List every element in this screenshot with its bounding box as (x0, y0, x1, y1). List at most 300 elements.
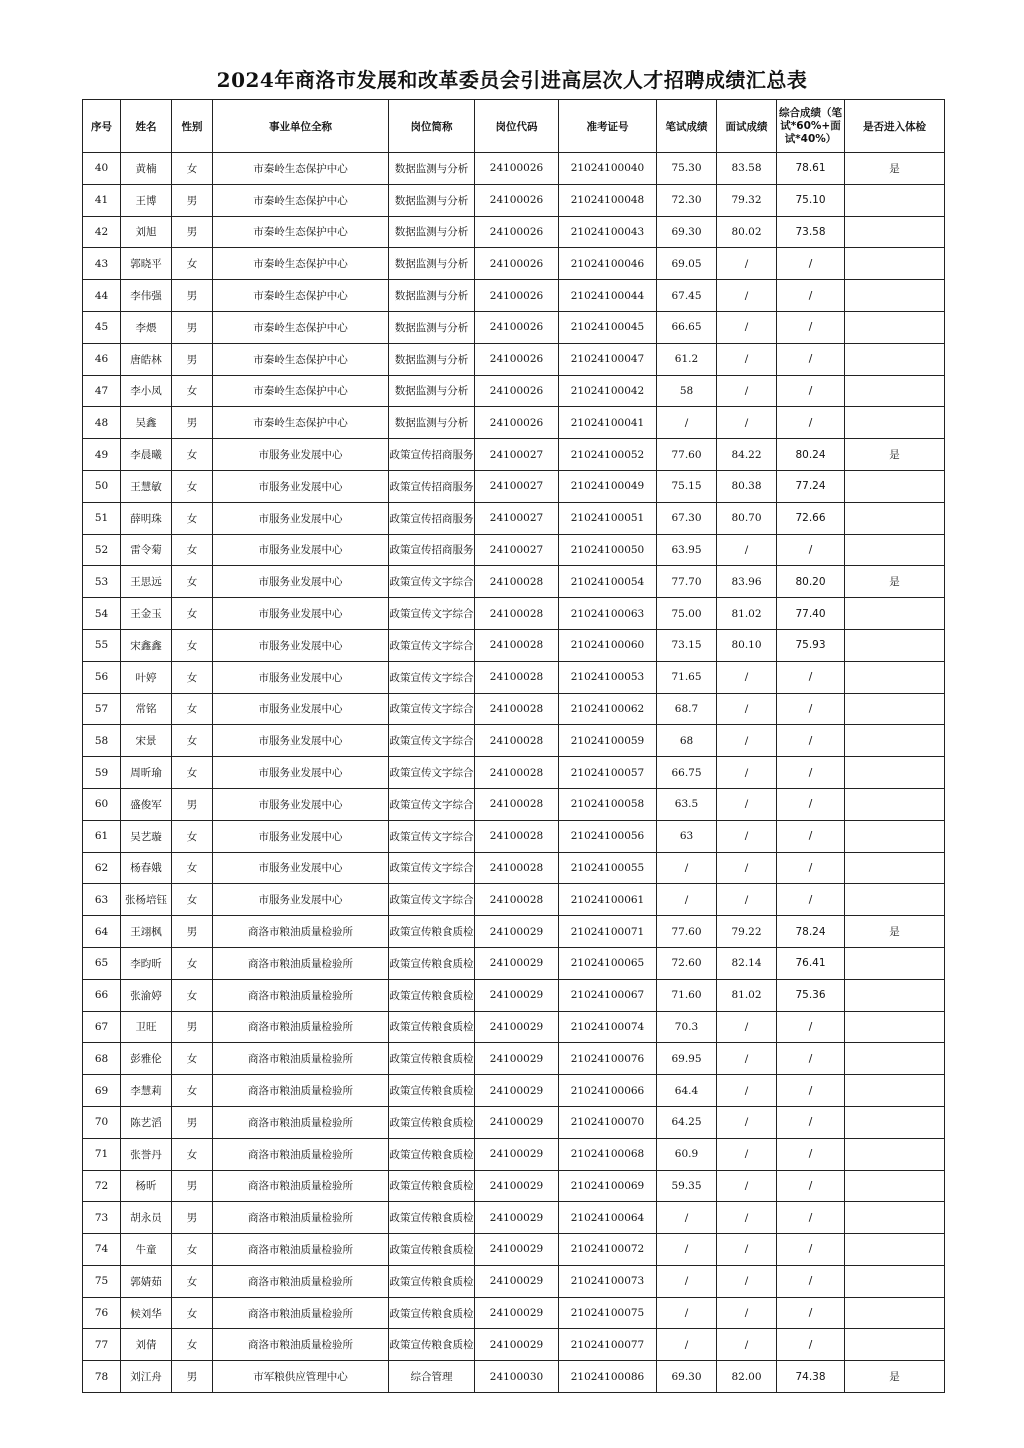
gender-cell: 男 (172, 216, 213, 248)
unit-cell: 市服务业发展中心 (213, 788, 389, 820)
position-cell: 政策宣传文字综合 (389, 820, 475, 852)
index-cell: 40 (83, 153, 121, 185)
total-score-cell: 77.40 (777, 598, 845, 630)
header-position-code: 岗位代码 (475, 100, 559, 153)
unit-cell: 商洛市粮油质量检验所 (213, 916, 389, 948)
position-cell: 数据监测与分析 (389, 343, 475, 375)
name-cell: 李昀昕 (121, 947, 172, 979)
interview-score-cell: 80.70 (717, 502, 777, 534)
table-row (83, 1329, 945, 1361)
unit-cell: 商洛市粮油质量检验所 (213, 1043, 389, 1075)
gender-cell: 男 (172, 1011, 213, 1043)
written-score-cell: 75.30 (657, 153, 717, 185)
total-score-cell: / (777, 693, 845, 725)
unit-cell: 市秦岭生态保护中心 (213, 375, 389, 407)
index-cell: 49 (83, 439, 121, 471)
index-cell: 65 (83, 947, 121, 979)
exam-id-cell: 21024100049 (559, 470, 657, 502)
table-row (83, 1075, 945, 1107)
exam-id-cell: 21024100051 (559, 502, 657, 534)
physical-exam-cell (845, 788, 945, 820)
index-cell: 69 (83, 1075, 121, 1107)
table-row (83, 725, 945, 757)
interview-score-cell: / (717, 343, 777, 375)
name-cell: 刘江舟 (121, 1361, 172, 1393)
position-cell: 数据监测与分析 (389, 248, 475, 280)
index-cell: 66 (83, 979, 121, 1011)
table-row (83, 947, 945, 979)
position-cell: 政策宣传文字综合 (389, 693, 475, 725)
position-code-cell: 24100028 (475, 693, 559, 725)
physical-exam-cell: 是 (845, 439, 945, 471)
physical-exam-cell: 是 (845, 916, 945, 948)
total-score-cell: / (777, 1106, 845, 1138)
position-cell: 政策宣传粮食质检 (389, 1234, 475, 1266)
physical-exam-cell (845, 598, 945, 630)
unit-cell: 市秦岭生态保护中心 (213, 216, 389, 248)
index-cell: 42 (83, 216, 121, 248)
interview-score-cell: / (717, 1329, 777, 1361)
gender-cell: 男 (172, 1170, 213, 1202)
score-table (82, 99, 945, 1393)
exam-id-cell: 21024100048 (559, 184, 657, 216)
physical-exam-cell (845, 725, 945, 757)
physical-exam-cell (845, 979, 945, 1011)
exam-id-cell: 21024100063 (559, 598, 657, 630)
gender-cell: 女 (172, 1297, 213, 1329)
table-row (83, 820, 945, 852)
position-code-cell: 24100028 (475, 820, 559, 852)
table-row (83, 407, 945, 439)
position-code-cell: 24100029 (475, 1234, 559, 1266)
unit-cell: 市服务业发展中心 (213, 757, 389, 789)
index-cell: 55 (83, 629, 121, 661)
name-cell: 张誉丹 (121, 1138, 172, 1170)
gender-cell: 女 (172, 534, 213, 566)
interview-score-cell: 79.22 (717, 916, 777, 948)
index-cell: 51 (83, 502, 121, 534)
exam-id-cell: 21024100042 (559, 375, 657, 407)
written-score-cell: 63.95 (657, 534, 717, 566)
physical-exam-cell (845, 1329, 945, 1361)
exam-id-cell: 21024100074 (559, 1011, 657, 1043)
gender-cell: 女 (172, 502, 213, 534)
written-score-cell: / (657, 407, 717, 439)
unit-cell: 商洛市粮油质量检验所 (213, 1202, 389, 1234)
exam-id-cell: 21024100070 (559, 1106, 657, 1138)
exam-id-cell: 21024100046 (559, 248, 657, 280)
table-row (83, 979, 945, 1011)
total-score-cell: / (777, 1170, 845, 1202)
table-row (83, 311, 945, 343)
name-cell: 李晨曦 (121, 439, 172, 471)
written-score-cell: 69.95 (657, 1043, 717, 1075)
position-code-cell: 24100029 (475, 1138, 559, 1170)
name-cell: 候刘华 (121, 1297, 172, 1329)
index-cell: 47 (83, 375, 121, 407)
physical-exam-cell (845, 661, 945, 693)
written-score-cell: 60.9 (657, 1138, 717, 1170)
exam-id-cell: 21024100075 (559, 1297, 657, 1329)
total-score-cell: / (777, 248, 845, 280)
interview-score-cell: / (717, 311, 777, 343)
position-cell: 政策宣传招商服务 (389, 439, 475, 471)
table-row (83, 661, 945, 693)
gender-cell: 女 (172, 1265, 213, 1297)
index-cell: 60 (83, 788, 121, 820)
position-cell: 政策宣传粮食质检 (389, 1202, 475, 1234)
position-cell: 政策宣传粮食质检 (389, 1297, 475, 1329)
position-code-cell: 24100028 (475, 725, 559, 757)
gender-cell: 女 (172, 375, 213, 407)
table-row (83, 216, 945, 248)
gender-cell: 女 (172, 1234, 213, 1266)
exam-id-cell: 21024100054 (559, 566, 657, 598)
unit-cell: 市服务业发展中心 (213, 566, 389, 598)
position-code-cell: 24100029 (475, 947, 559, 979)
position-code-cell: 24100027 (475, 470, 559, 502)
name-cell: 吴艺璇 (121, 820, 172, 852)
header-total-score: 综合成绩（笔试*60%+面试*40%） (777, 100, 845, 153)
exam-id-cell: 21024100056 (559, 820, 657, 852)
position-cell: 政策宣传文字综合 (389, 598, 475, 630)
interview-score-cell: 81.02 (717, 598, 777, 630)
interview-score-cell: / (717, 280, 777, 312)
unit-cell: 市服务业发展中心 (213, 725, 389, 757)
position-code-cell: 24100030 (475, 1361, 559, 1393)
physical-exam-cell (845, 947, 945, 979)
total-score-cell: 77.24 (777, 470, 845, 502)
physical-exam-cell (845, 502, 945, 534)
table-row (83, 1170, 945, 1202)
physical-exam-cell (845, 1234, 945, 1266)
physical-exam-cell (845, 1138, 945, 1170)
written-score-cell: 69.05 (657, 248, 717, 280)
gender-cell: 男 (172, 788, 213, 820)
interview-score-cell: 80.02 (717, 216, 777, 248)
unit-cell: 商洛市粮油质量检验所 (213, 1170, 389, 1202)
unit-cell: 商洛市粮油质量检验所 (213, 1075, 389, 1107)
position-code-cell: 24100027 (475, 502, 559, 534)
total-score-cell: / (777, 375, 845, 407)
header-position: 岗位简称 (389, 100, 475, 153)
interview-score-cell: / (717, 1043, 777, 1075)
gender-cell: 女 (172, 979, 213, 1011)
table-row (83, 566, 945, 598)
name-cell: 李煨 (121, 311, 172, 343)
gender-cell: 男 (172, 916, 213, 948)
index-cell: 76 (83, 1297, 121, 1329)
gender-cell: 男 (172, 1106, 213, 1138)
interview-score-cell: / (717, 407, 777, 439)
position-code-cell: 24100029 (475, 1170, 559, 1202)
total-score-cell: / (777, 1329, 845, 1361)
unit-cell: 市服务业发展中心 (213, 852, 389, 884)
unit-cell: 市服务业发展中心 (213, 470, 389, 502)
physical-exam-cell (845, 820, 945, 852)
unit-cell: 市秦岭生态保护中心 (213, 153, 389, 185)
position-cell: 数据监测与分析 (389, 407, 475, 439)
total-score-cell: 80.24 (777, 439, 845, 471)
exam-id-cell: 21024100050 (559, 534, 657, 566)
unit-cell: 市服务业发展中心 (213, 439, 389, 471)
interview-score-cell: / (717, 1106, 777, 1138)
written-score-cell: 63.5 (657, 788, 717, 820)
physical-exam-cell (845, 1011, 945, 1043)
written-score-cell: / (657, 1297, 717, 1329)
index-cell: 77 (83, 1329, 121, 1361)
exam-id-cell: 21024100076 (559, 1043, 657, 1075)
gender-cell: 女 (172, 884, 213, 916)
physical-exam-cell (845, 407, 945, 439)
header-physical-exam: 是否进入体检 (845, 100, 945, 153)
exam-id-cell: 21024100060 (559, 629, 657, 661)
position-cell: 政策宣传文字综合 (389, 884, 475, 916)
physical-exam-cell (845, 343, 945, 375)
index-cell: 64 (83, 916, 121, 948)
total-score-cell: 73.58 (777, 216, 845, 248)
unit-cell: 市秦岭生态保护中心 (213, 407, 389, 439)
total-score-cell: / (777, 884, 845, 916)
interview-score-cell: / (717, 1170, 777, 1202)
written-score-cell: 69.30 (657, 1361, 717, 1393)
position-code-cell: 24100029 (475, 1043, 559, 1075)
physical-exam-cell (845, 216, 945, 248)
position-cell: 政策宣传招商服务 (389, 470, 475, 502)
gender-cell: 女 (172, 820, 213, 852)
position-cell: 政策宣传文字综合 (389, 788, 475, 820)
interview-score-cell: / (717, 1265, 777, 1297)
written-score-cell: 77.70 (657, 566, 717, 598)
header-interview-score: 面试成绩 (717, 100, 777, 153)
position-cell: 政策宣传文字综合 (389, 852, 475, 884)
unit-cell: 商洛市粮油质量检验所 (213, 979, 389, 1011)
written-score-cell: 75.00 (657, 598, 717, 630)
total-score-cell: / (777, 725, 845, 757)
gender-cell: 女 (172, 153, 213, 185)
index-cell: 68 (83, 1043, 121, 1075)
physical-exam-cell (845, 184, 945, 216)
interview-score-cell: 82.14 (717, 947, 777, 979)
table-row (83, 852, 945, 884)
written-score-cell: / (657, 1265, 717, 1297)
position-cell: 政策宣传文字综合 (389, 566, 475, 598)
written-score-cell: 67.45 (657, 280, 717, 312)
total-score-cell: / (777, 1011, 845, 1043)
position-code-cell: 24100027 (475, 534, 559, 566)
index-cell: 52 (83, 534, 121, 566)
name-cell: 刘旭 (121, 216, 172, 248)
name-cell: 常铭 (121, 693, 172, 725)
physical-exam-cell: 是 (845, 153, 945, 185)
interview-score-cell: 83.58 (717, 153, 777, 185)
total-score-cell: / (777, 1234, 845, 1266)
position-code-cell: 24100026 (475, 407, 559, 439)
written-score-cell: 66.75 (657, 757, 717, 789)
unit-cell: 商洛市粮油质量检验所 (213, 947, 389, 979)
unit-cell: 商洛市粮油质量检验所 (213, 1265, 389, 1297)
physical-exam-cell (845, 470, 945, 502)
position-code-cell: 24100026 (475, 311, 559, 343)
written-score-cell: / (657, 884, 717, 916)
written-score-cell: 72.30 (657, 184, 717, 216)
index-cell: 61 (83, 820, 121, 852)
interview-score-cell: / (717, 1138, 777, 1170)
total-score-cell: / (777, 757, 845, 789)
interview-score-cell: / (717, 1297, 777, 1329)
exam-id-cell: 21024100045 (559, 311, 657, 343)
position-cell: 政策宣传粮食质检 (389, 1011, 475, 1043)
name-cell: 盛俊军 (121, 788, 172, 820)
exam-id-cell: 21024100044 (559, 280, 657, 312)
total-score-cell: 75.10 (777, 184, 845, 216)
written-score-cell: 66.65 (657, 311, 717, 343)
position-cell: 数据监测与分析 (389, 311, 475, 343)
total-score-cell: 72.66 (777, 502, 845, 534)
unit-cell: 市秦岭生态保护中心 (213, 343, 389, 375)
name-cell: 刘倩 (121, 1329, 172, 1361)
written-score-cell: 61.2 (657, 343, 717, 375)
exam-id-cell: 21024100077 (559, 1329, 657, 1361)
position-cell: 政策宣传粮食质检 (389, 916, 475, 948)
unit-cell: 市军粮供应管理中心 (213, 1361, 389, 1393)
written-score-cell: 75.15 (657, 470, 717, 502)
total-score-cell: / (777, 661, 845, 693)
gender-cell: 女 (172, 757, 213, 789)
index-cell: 45 (83, 311, 121, 343)
physical-exam-cell (845, 1075, 945, 1107)
interview-score-cell: / (717, 788, 777, 820)
unit-cell: 市服务业发展中心 (213, 661, 389, 693)
interview-score-cell: / (717, 1075, 777, 1107)
index-cell: 73 (83, 1202, 121, 1234)
name-cell: 杨昕 (121, 1170, 172, 1202)
table-row (83, 248, 945, 280)
position-code-cell: 24100026 (475, 280, 559, 312)
table-row (83, 1361, 945, 1393)
index-cell: 59 (83, 757, 121, 789)
written-score-cell: 63 (657, 820, 717, 852)
exam-id-cell: 21024100058 (559, 788, 657, 820)
gender-cell: 女 (172, 566, 213, 598)
exam-id-cell: 21024100067 (559, 979, 657, 1011)
header-name: 姓名 (121, 100, 172, 153)
table-header-row (83, 100, 945, 153)
name-cell: 王慧敏 (121, 470, 172, 502)
position-code-cell: 24100028 (475, 598, 559, 630)
gender-cell: 女 (172, 852, 213, 884)
position-cell: 综合管理 (389, 1361, 475, 1393)
position-code-cell: 24100028 (475, 629, 559, 661)
written-score-cell: 69.30 (657, 216, 717, 248)
written-score-cell: / (657, 1202, 717, 1234)
position-code-cell: 24100029 (475, 979, 559, 1011)
position-cell: 数据监测与分析 (389, 216, 475, 248)
position-code-cell: 24100026 (475, 153, 559, 185)
interview-score-cell: / (717, 757, 777, 789)
table-row (83, 788, 945, 820)
index-cell: 41 (83, 184, 121, 216)
unit-cell: 市服务业发展中心 (213, 693, 389, 725)
physical-exam-cell (845, 757, 945, 789)
gender-cell: 男 (172, 184, 213, 216)
written-score-cell: 77.60 (657, 439, 717, 471)
exam-id-cell: 21024100062 (559, 693, 657, 725)
unit-cell: 市秦岭生态保护中心 (213, 280, 389, 312)
interview-score-cell: / (717, 693, 777, 725)
interview-score-cell: 79.32 (717, 184, 777, 216)
interview-score-cell: / (717, 1202, 777, 1234)
name-cell: 李小凤 (121, 375, 172, 407)
index-cell: 50 (83, 470, 121, 502)
interview-score-cell: / (717, 375, 777, 407)
position-code-cell: 24100029 (475, 1202, 559, 1234)
exam-id-cell: 21024100072 (559, 1234, 657, 1266)
physical-exam-cell (845, 248, 945, 280)
exam-id-cell: 21024100040 (559, 153, 657, 185)
interview-score-cell: 83.96 (717, 566, 777, 598)
gender-cell: 女 (172, 598, 213, 630)
interview-score-cell: / (717, 248, 777, 280)
interview-score-cell: / (717, 725, 777, 757)
position-code-cell: 24100029 (475, 916, 559, 948)
exam-id-cell: 21024100086 (559, 1361, 657, 1393)
interview-score-cell: 80.38 (717, 470, 777, 502)
position-cell: 政策宣传招商服务 (389, 534, 475, 566)
interview-score-cell: 81.02 (717, 979, 777, 1011)
name-cell: 张杨培钰 (121, 884, 172, 916)
unit-cell: 商洛市粮油质量检验所 (213, 1011, 389, 1043)
table-row (83, 1297, 945, 1329)
written-score-cell: / (657, 1329, 717, 1361)
table-row (83, 757, 945, 789)
header-unit: 事业单位全称 (213, 100, 389, 153)
physical-exam-cell (845, 280, 945, 312)
table-row (83, 693, 945, 725)
gender-cell: 女 (172, 947, 213, 979)
gender-cell: 女 (172, 629, 213, 661)
unit-cell: 商洛市粮油质量检验所 (213, 1329, 389, 1361)
name-cell: 卫旺 (121, 1011, 172, 1043)
position-cell: 政策宣传粮食质检 (389, 1329, 475, 1361)
gender-cell: 女 (172, 725, 213, 757)
written-score-cell: 64.4 (657, 1075, 717, 1107)
position-code-cell: 24100028 (475, 788, 559, 820)
gender-cell: 男 (172, 311, 213, 343)
table-row (83, 598, 945, 630)
index-cell: 72 (83, 1170, 121, 1202)
position-cell: 政策宣传文字综合 (389, 661, 475, 693)
position-cell: 数据监测与分析 (389, 375, 475, 407)
total-score-cell: / (777, 1297, 845, 1329)
name-cell: 薛明珠 (121, 502, 172, 534)
position-code-cell: 24100026 (475, 343, 559, 375)
index-cell: 78 (83, 1361, 121, 1393)
gender-cell: 女 (172, 661, 213, 693)
position-code-cell: 24100026 (475, 248, 559, 280)
total-score-cell: 78.61 (777, 153, 845, 185)
position-cell: 政策宣传粮食质检 (389, 979, 475, 1011)
index-cell: 48 (83, 407, 121, 439)
total-score-cell: 75.93 (777, 629, 845, 661)
written-score-cell: 58 (657, 375, 717, 407)
unit-cell: 市服务业发展中心 (213, 820, 389, 852)
table-row (83, 534, 945, 566)
gender-cell: 女 (172, 1075, 213, 1107)
position-cell: 政策宣传粮食质检 (389, 1043, 475, 1075)
table-row (83, 280, 945, 312)
table-row (83, 629, 945, 661)
